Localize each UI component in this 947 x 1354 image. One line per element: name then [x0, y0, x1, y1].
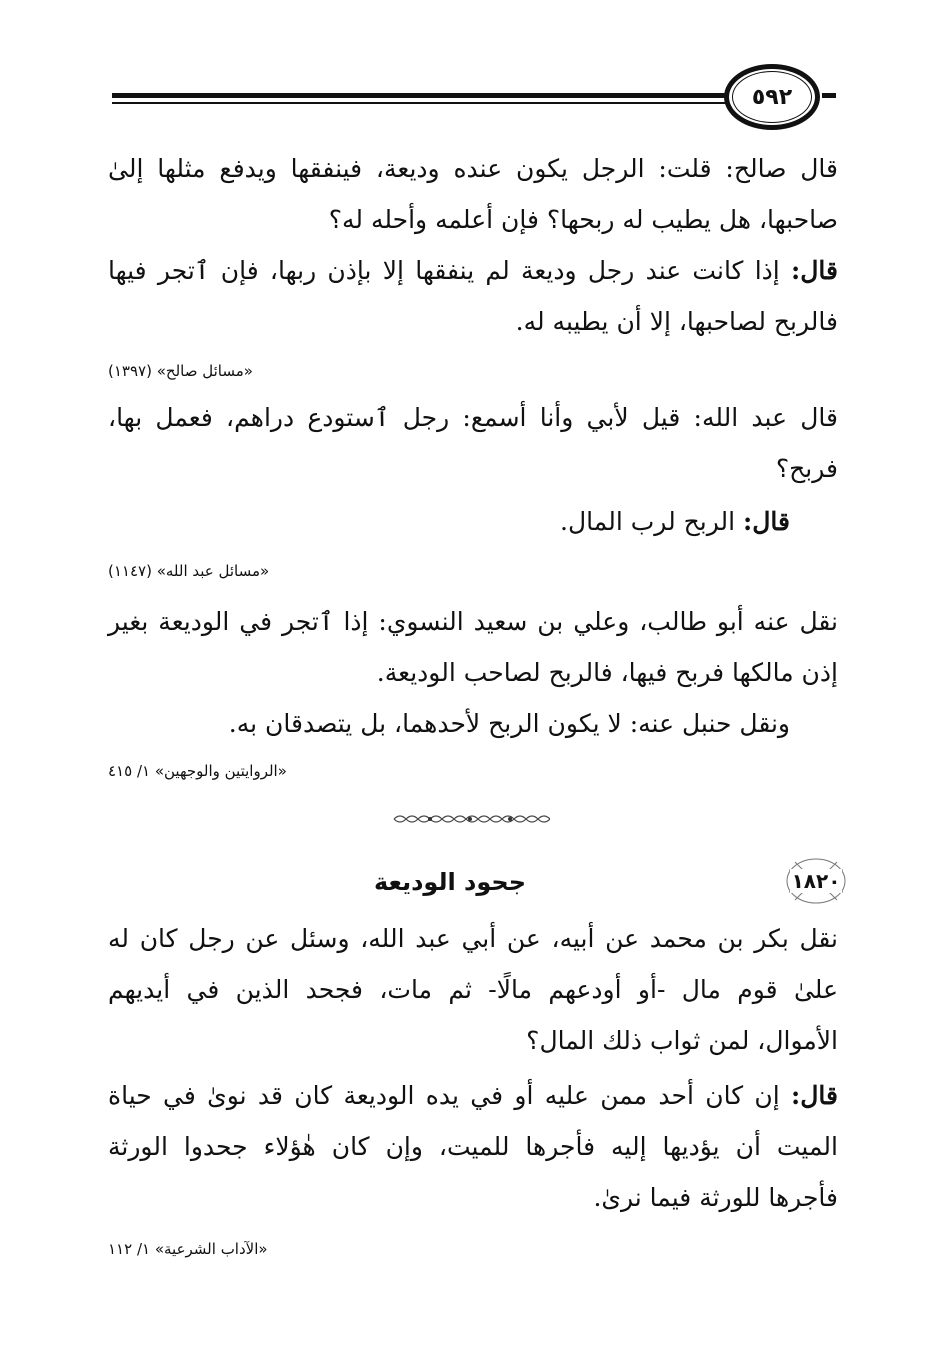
page-number: ٥٩٢	[732, 71, 812, 123]
section-q-line-1	[108, 913, 838, 964]
block3-line-2: إذن مالكها فربح فيها، فالربح لصاحب الوديعة.	[376, 658, 838, 687]
block2-a-text: الربح لرب المال.	[560, 507, 744, 536]
answer-label: قال:	[791, 256, 838, 285]
block1-q-text-1: قال صالح: قلت: الرجل يكون عنده وديعة، فينفقها ويدفع مثلها إلىٰ	[108, 154, 838, 183]
header-rule-thick	[112, 93, 726, 98]
header-rule-thin	[112, 102, 726, 104]
section-a-line-2	[108, 1121, 838, 1172]
header-rule-right	[822, 93, 836, 98]
block1-q-line-2: صاحبها، هل يطيب له ربحها؟ فإن أعلمه وأحله له؟	[328, 205, 838, 234]
section-source: «الآداب الشرعية» ١/ ١١٢	[108, 1240, 268, 1258]
block1-a-line-1	[108, 245, 838, 296]
section-q-line-2	[108, 964, 838, 1015]
block2-source: «مسائل عبد الله» (١١٤٧)	[108, 562, 270, 580]
block1-q-line-1	[108, 143, 838, 194]
block3-line-3: ونقل حنبل عنه: لا يكون الربح لأحدهما، بل يتصدقان به.	[228, 709, 790, 738]
section-title: جحود الوديعة	[373, 868, 527, 896]
block2-a-line	[108, 496, 838, 547]
block3-line-1	[108, 596, 838, 647]
block1-source: «مسائل صالح» (١٣٩٧)	[108, 362, 253, 380]
block1-a-line-2: فالربح لصاحبها، إلا أن يطيبه له.	[515, 307, 838, 336]
section-number: ١٨٢٠	[791, 869, 841, 893]
section-a-text-2: الميت أن يؤديها إليه فأجرها للميت، وإن كان هٰؤلاء جحدوا الورثة	[108, 1132, 838, 1161]
block2-q-line-2: فربح؟	[775, 454, 838, 483]
answer-label: قال:	[791, 1081, 838, 1110]
section-a-text-1: إن كان أحد ممن عليه أو في يده الوديعة كان قد نوىٰ في حياة	[108, 1081, 792, 1110]
block1-a-text-1: إذا كانت عند رجل وديعة لم ينفقها إلا بإذن ربها، فإن ٱتجر فيها	[108, 256, 792, 285]
section-a-line-1	[108, 1070, 838, 1121]
block3-source: «الروايتين والوجهين» ١/ ٤١٥	[108, 762, 287, 780]
ornament-divider	[390, 812, 550, 826]
block2-q-text-1: قال عبد الله: قيل لأبي وأنا أسمع: رجل ٱستودع دراهم، فعمل بها،	[108, 403, 838, 432]
section-number-badge	[785, 856, 847, 906]
page-number-frame	[724, 64, 820, 130]
section-q-text-2: علىٰ قوم مال -أو أودعهم مالًا- ثم مات، فجحد الذين في أيديهم	[108, 975, 838, 1004]
section-a-line-3: فأجرها للورثة فيما نرىٰ.	[593, 1183, 838, 1212]
section-q-text-1: نقل بكر بن محمد عن أبيه، عن أبي عبد الله، وسئل عن رجل كان له	[108, 924, 838, 953]
block3-text-1: نقل عنه أبو طالب، وعلي بن سعيد النسوي: إذا ٱتجر في الوديعة بغير	[108, 607, 838, 636]
answer-label: قال:	[743, 507, 790, 536]
section-q-line-3: الأموال، لمن ثواب ذلك المال؟	[526, 1026, 838, 1055]
block2-q-line-1	[108, 392, 838, 443]
